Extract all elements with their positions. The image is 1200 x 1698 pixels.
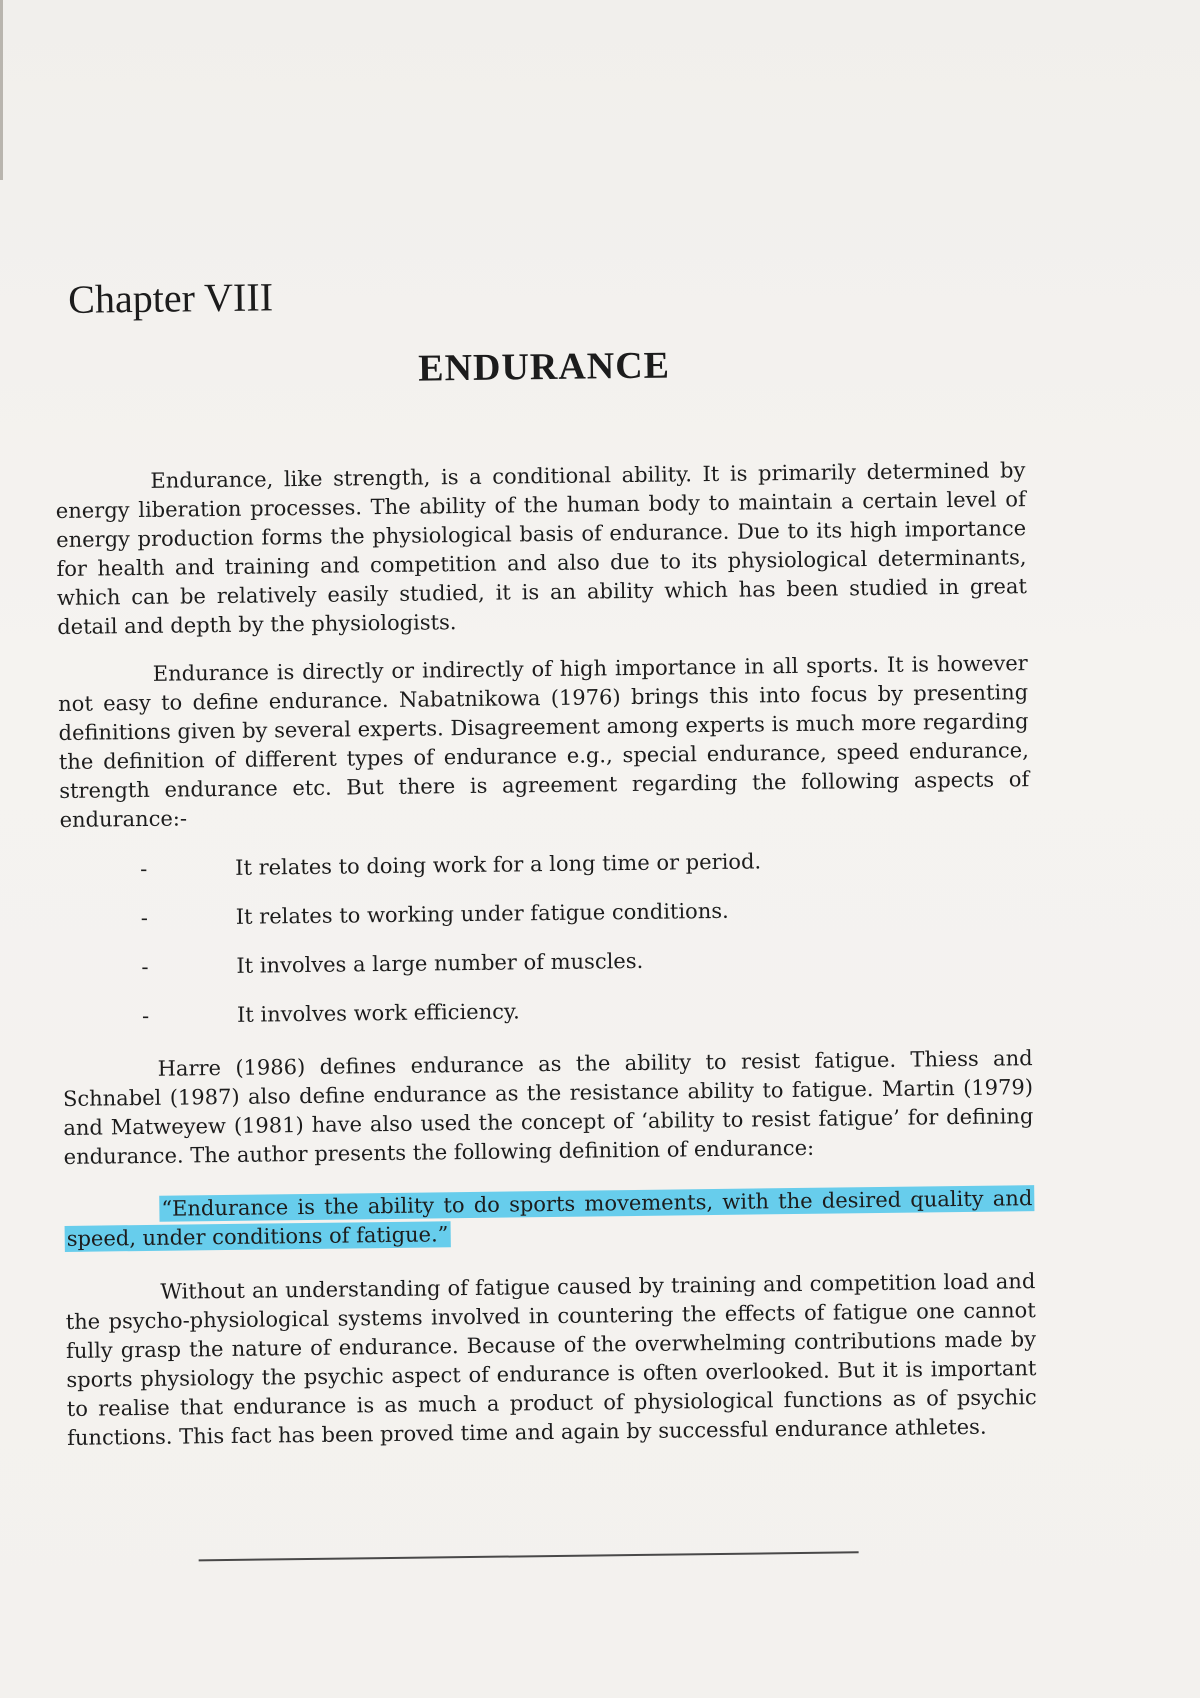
paragraph-fatigue: Without an understanding of fatigue caused by training and competition load and the psycho-physiological systems involved in countering the effects of fatigue one cannot fully grasp the nature of endurance. Because of the overwhelming contributions made by sports physiology the psychic aspect of endurance is often overlooked. But it is important to realise that endurance is as much a product of physiological functions as of psychic functions. This fact has been proved time and again by successful endurance athletes. <box>65 1269 1037 1450</box>
chapter-title: ENDURANCE <box>417 344 671 390</box>
list-item <box>140 846 840 884</box>
list-dash: - <box>141 1003 150 1028</box>
list-dash: - <box>141 954 149 979</box>
list-item <box>142 993 842 1031</box>
list-dash: - <box>140 856 148 882</box>
list-item-text: It relates to working under fatigue conditions. <box>235 898 729 929</box>
paragraph-definitions: Endurance is directly or indirectly of high importance in all sports. It is however not easy to define endurance. Nabatnikowa (1976) brings this into focus by presenting definitions given by several experts. Disagreement among experts is much more regarding the definition of different types of endurance e.g., special endurance, speed endurance, strength endurance etc. But there is agreement regarding the following aspects of endurance:- <box>58 651 1030 832</box>
list-item-text: It involves a large number of muscles. <box>236 948 644 978</box>
bottom-rule <box>199 1551 859 1561</box>
list-item-text: It involves work efficiency. <box>236 999 520 1027</box>
endurance-aspects-list <box>140 846 842 1051</box>
chapter-label: Chapter VIII <box>67 274 274 322</box>
page-binding-edge <box>0 0 3 180</box>
paragraph-harre-definition: Harre (1986) defines endurance as the ability to resist fatigue. Thiess and Schnabel (1987) also define endurance as the resistance ability to fatigue. Martin (1979) and Matweyew (1981) have also used the concept of ‘ability to resist fatigue’ for defining endurance. The author presents the following definition of endurance: <box>62 1046 1034 1169</box>
definition-quote <box>64 1184 1035 1254</box>
list-dash: - <box>140 905 149 931</box>
list-item <box>141 895 841 933</box>
highlighted-definition: “Endurance is the ability to do sports movements, with the desired quality and speed, under conditions of fatigue.” <box>65 1185 1035 1252</box>
list-item <box>141 944 841 982</box>
page-content <box>50 0 1051 1698</box>
paragraph-intro: Endurance, like strength, is a conditional ability. It is primarily determined by energy liberation processes. The ability of the human body to maintain a certain level of energy production forms the physiological basis of endurance. Due to its high importance for health and training and competition and also due to its physiological determinants, which can be relatively easily studied, it is an ability which has been studied in great detail and depth by the physiologists. <box>55 458 1027 640</box>
list-item-text: It relates to doing work for a long time or period. <box>235 849 762 880</box>
